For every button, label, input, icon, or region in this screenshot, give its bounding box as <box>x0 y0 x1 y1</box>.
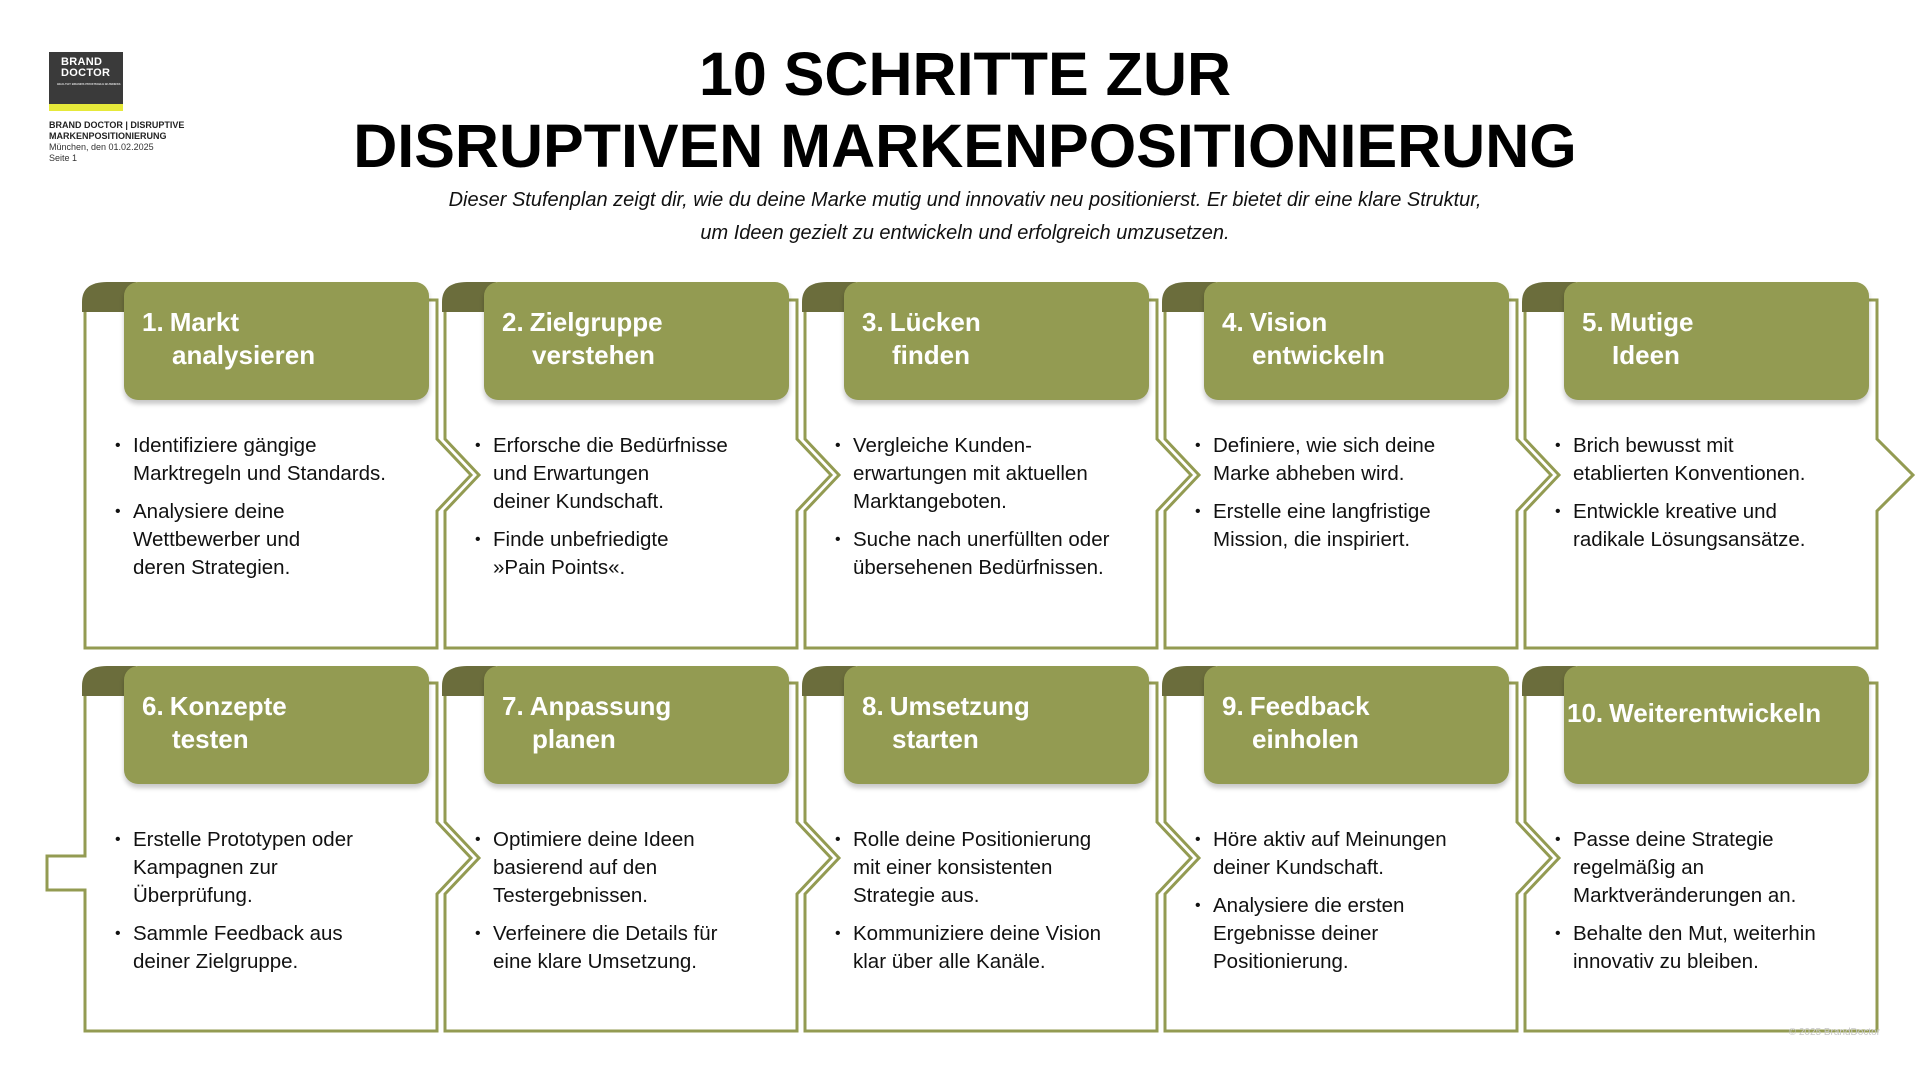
bullet-text-line: • Behalte den Mut, weiterhin <box>1573 922 1816 945</box>
step-name-line: Markt <box>169 307 240 337</box>
step-number: 9. <box>1222 691 1244 721</box>
bullet-text-line: • Vergleiche Kunden- <box>853 434 1032 457</box>
step-number: 6. <box>142 691 164 721</box>
step-title <box>142 306 422 372</box>
step-header <box>1204 666 1509 784</box>
step-header <box>1564 282 1869 400</box>
step-bullet <box>835 432 1150 516</box>
step-name-line: verstehen <box>532 340 655 370</box>
step-number: 5. <box>1582 307 1604 337</box>
bullet-text-line: • Erstelle eine langfristige <box>1213 500 1431 523</box>
step-bullet-list <box>475 826 790 986</box>
step-bullet-list <box>835 826 1150 986</box>
bullet-text-line: deiner Kundschaft. <box>1213 856 1384 879</box>
bullet-text-line: »Pain Points«. <box>493 556 626 579</box>
step-name-line: Mutige <box>1609 307 1694 337</box>
step-number: 4. <box>1222 307 1244 337</box>
step-bullet <box>475 920 790 976</box>
bullet-text-line: deiner Kundschaft. <box>493 490 664 513</box>
step-title <box>862 690 1142 756</box>
bullet-text-line: • Rolle deine Positionierung <box>853 828 1092 851</box>
copyright-note: © 2025 BrandDoctor <box>1788 1027 1880 1038</box>
step-number: 8. <box>862 691 884 721</box>
step-title <box>142 690 422 756</box>
bullet-text-line: Kampagnen zur <box>133 856 278 879</box>
bullet-text-line: klar über alle Kanäle. <box>853 950 1046 973</box>
step-bullet <box>1195 498 1510 554</box>
bullet-text-line: • Sammle Feedback aus <box>133 922 343 945</box>
bullet-text-line: Ergebnisse deiner <box>1213 922 1379 945</box>
step-name-line: starten <box>892 724 979 754</box>
step-bullet-list <box>1555 826 1870 986</box>
bullet-text-line: radikale Lösungsansätze. <box>1573 528 1806 551</box>
bullet-text-line: • Definiere, wie sich deine <box>1213 434 1436 457</box>
bullet-text-line: • Passe deine Strategie <box>1573 828 1774 851</box>
step-bullet-list <box>1195 432 1510 564</box>
bullet-text-line: • Finde unbefriedigte <box>493 528 669 551</box>
step-title <box>502 690 782 756</box>
step-bullet <box>835 920 1150 976</box>
step-bullet <box>475 826 790 910</box>
step-bullet <box>475 432 790 516</box>
step-title <box>1582 306 1862 372</box>
step-bullet <box>1195 892 1510 976</box>
step-header <box>844 666 1149 784</box>
step-bullet-list <box>115 432 430 592</box>
step-number: 2. <box>502 307 524 337</box>
page-title <box>0 38 1920 182</box>
step-bullet <box>1195 826 1510 882</box>
page-number: Seite 1 <box>49 153 78 163</box>
bullet-text-line: • Brich bewusst mit <box>1573 434 1734 457</box>
step-name-line: Vision <box>1249 307 1328 337</box>
bullet-text-line: deren Strategien. <box>133 556 291 579</box>
step-header <box>124 666 429 784</box>
bullet-text-line: Strategie aus. <box>853 884 980 907</box>
step-bullet <box>1555 498 1870 554</box>
step-name-line: finden <box>892 340 970 370</box>
bullet-text-line: • Kommuniziere deine Vision <box>853 922 1102 945</box>
step-number: 3. <box>862 307 884 337</box>
subtitle-line-2: um Ideen gezielt zu entwickeln und erfolgreich umzusetzen. <box>700 222 1230 244</box>
step-number: 7. <box>502 691 524 721</box>
step-bullet <box>1555 432 1870 488</box>
step-name-line: Weiterentwickeln <box>1609 698 1822 728</box>
bullet-text-line: • Entwickle kreative und <box>1573 500 1777 523</box>
step-name-line: einholen <box>1252 724 1359 754</box>
step-name-line: analysieren <box>172 340 316 370</box>
document-date: München, den 01.02.2025 <box>49 142 154 152</box>
bullet-text-line: • Erstelle Prototypen oder <box>133 828 353 851</box>
step-header <box>1564 666 1869 784</box>
step-name-line: Lücken <box>889 307 981 337</box>
bullet-text-line: Mission, die inspiriert. <box>1213 528 1411 551</box>
bullet-text-line: • Optimiere deine Ideen <box>493 828 695 851</box>
bullet-text-line: • Höre aktiv auf Meinungen <box>1213 828 1447 851</box>
step-name-line: Ideen <box>1612 340 1680 370</box>
step-name-line: Anpassung <box>529 691 672 721</box>
title-line-1: 10 SCHRITTE ZUR <box>698 40 1232 108</box>
bullet-text-line: • Verfeinere die Details für <box>493 922 718 945</box>
step-header <box>484 282 789 400</box>
step-bullet <box>115 498 430 582</box>
bullet-text-line: deiner Zielgruppe. <box>133 950 299 973</box>
step-header <box>1204 282 1509 400</box>
step-bullet <box>115 920 430 976</box>
bullet-text-line: • Erforsche die Bedürfnisse <box>493 434 728 457</box>
step-bullet <box>835 826 1150 910</box>
document-brand-line: BRAND DOCTOR | DISRUPTIVE MARKENPOSITIONIERUNG <box>49 120 185 141</box>
title-line-2: DISRUPTIVEN MARKENPOSITIONIERUNG <box>353 112 1577 180</box>
bullet-text-line: Testergebnissen. <box>493 884 648 907</box>
bullet-text-line: • Analysiere deine <box>133 500 285 523</box>
page-subtitle <box>0 184 1920 250</box>
step-number: 10. <box>1567 698 1604 728</box>
step-bullet <box>115 826 430 910</box>
step-bullet <box>835 526 1150 582</box>
bullet-text-line: eine klare Umsetzung. <box>493 950 697 973</box>
bullet-text-line: Marktangeboten. <box>853 490 1007 513</box>
bullet-text-line: • Suche nach unerfüllten oder <box>853 528 1110 551</box>
step-bullet-list <box>115 826 430 986</box>
step-bullet <box>1555 826 1870 910</box>
step-name-line: Zielgruppe <box>529 307 663 337</box>
step-title <box>502 306 782 372</box>
subtitle-line-1: Dieser Stufenplan zeigt dir, wie du deine Marke mutig und innovativ neu positionierst. Er bietet dir eine klare Struktur, <box>448 189 1482 211</box>
bullet-text-line: Wettbewerber und <box>133 528 301 551</box>
bullet-text-line: • Analysiere die ersten <box>1213 894 1405 917</box>
step-title <box>1222 690 1502 756</box>
bullet-text-line: Marktregeln und Standards. <box>133 462 386 485</box>
step-title <box>1567 697 1847 730</box>
bullet-text-line: basierend auf den <box>493 856 658 879</box>
step-bullet-list <box>475 432 790 592</box>
step-title <box>862 306 1142 372</box>
bullet-text-line: Positionierung. <box>1213 950 1349 973</box>
step-bullet <box>1555 920 1870 976</box>
step-title <box>1222 306 1502 372</box>
step-name-line: entwickeln <box>1252 340 1385 370</box>
step-header <box>484 666 789 784</box>
bullet-text-line: Marke abheben wird. <box>1213 462 1405 485</box>
step-name-line: Feedback <box>1249 691 1370 721</box>
step-bullet <box>475 526 790 582</box>
step-bullet-list <box>1555 432 1870 564</box>
bullet-text-line: mit einer konsistenten <box>853 856 1053 879</box>
step-bullet-list <box>835 432 1150 592</box>
bullet-text-line: • Identifiziere gängige <box>133 434 317 457</box>
step-header <box>124 282 429 400</box>
step-name-line: Umsetzung <box>889 691 1030 721</box>
bullet-text-line: etablierten Konventionen. <box>1573 462 1806 485</box>
bullet-text-line: regelmäßig an <box>1573 856 1705 879</box>
step-name-line: Konzepte <box>169 691 287 721</box>
step-number: 1. <box>142 307 164 337</box>
bullet-text-line: und Erwartungen <box>493 462 650 485</box>
brand-doctor-logo: BRAND DOCTOR HEALTHY BRANDS PROFITABLE BUSINESS <box>49 52 123 104</box>
bullet-text-line: erwartungen mit aktuellen <box>853 462 1088 485</box>
step-name-line: testen <box>172 724 249 754</box>
bullet-text-line: übersehenen Bedürfnissen. <box>853 556 1104 579</box>
step-header <box>844 282 1149 400</box>
bullet-text-line: Marktveränderungen an. <box>1573 884 1797 907</box>
step-name-line: planen <box>532 724 616 754</box>
step-bullet <box>1195 432 1510 488</box>
bullet-text-line: Überprüfung. <box>133 884 253 907</box>
step-bullet-list <box>1195 826 1510 986</box>
bullet-text-line: innovativ zu bleiben. <box>1573 950 1759 973</box>
step-bullet <box>115 432 430 488</box>
